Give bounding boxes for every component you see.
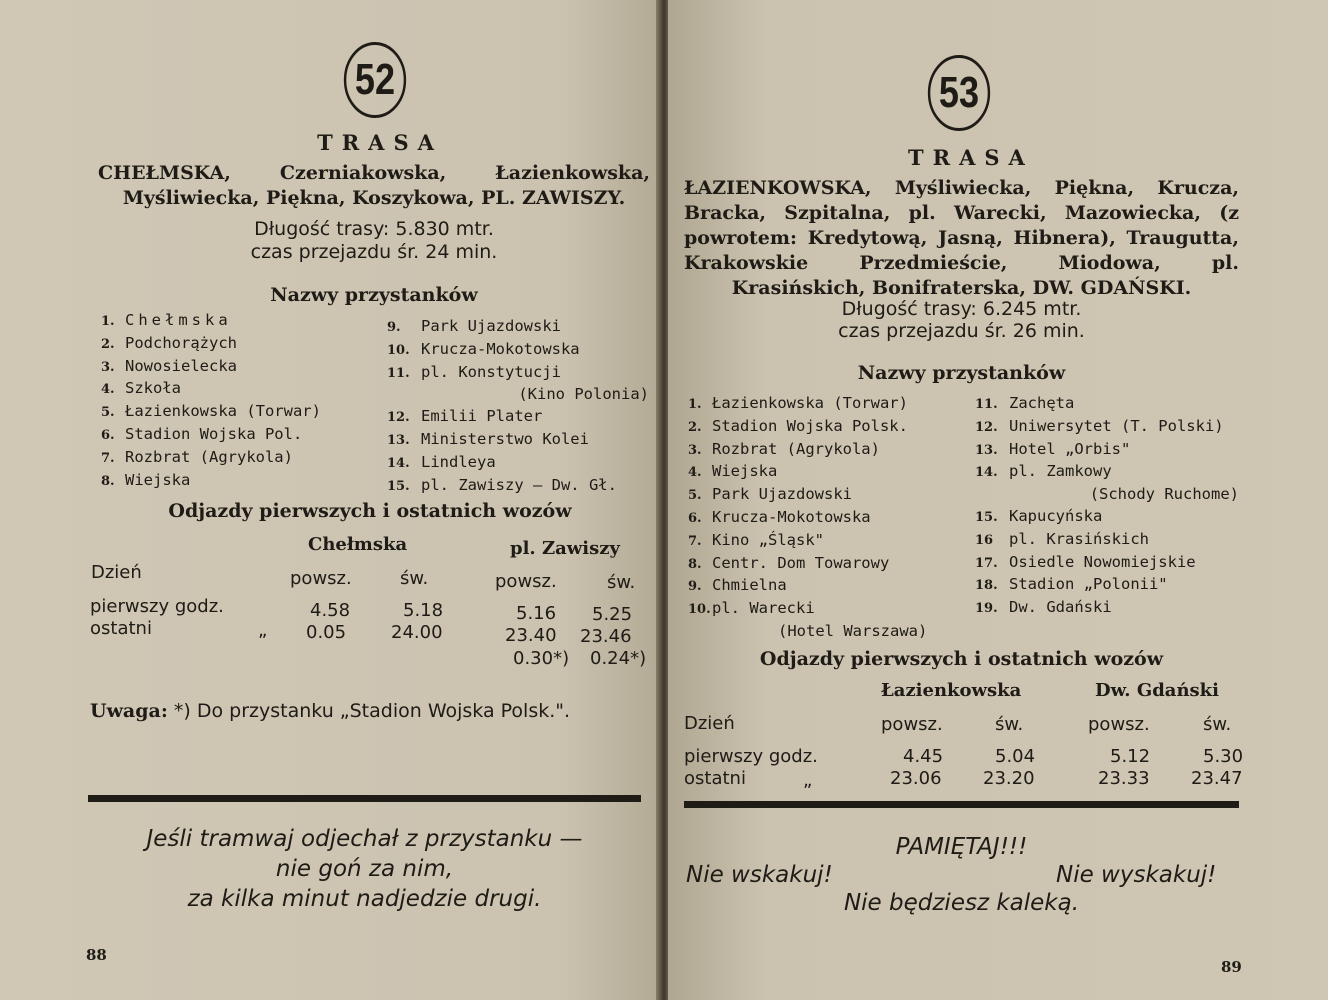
slogan-line: za kilka minut nadjedzie drugi. (187, 886, 542, 912)
list-item: 19. Dw. Gdański (975, 598, 1112, 617)
terminal-a: Łazienkowska (881, 680, 1022, 701)
divider-rule (88, 795, 641, 802)
slogan-left: Nie wskakuj! (686, 862, 833, 888)
first-time-b-holiday: 5.30 (1203, 746, 1244, 767)
list-item: 2. Stadion Wojska Polsk. (688, 416, 908, 435)
note (90, 700, 570, 722)
list-item: 9. Chmielna (688, 576, 787, 595)
list-item: 4. Wiejska (688, 462, 778, 481)
last-time-a-weekday: 23.06 (890, 768, 942, 789)
last-time-b-weekday: 23.40 (505, 625, 557, 646)
divider-rule (684, 801, 1239, 808)
list-item: 10. Krucza-Mokotowska (387, 339, 580, 358)
first-label: pierwszy godz. (684, 746, 818, 767)
trasa-heading: TRASA (908, 145, 1034, 170)
last-time-a-holiday: 23.20 (983, 768, 1035, 789)
day-label: Dzień (684, 713, 735, 734)
stops-title: Nazwy przystanków (270, 284, 478, 306)
list-item: 3. Nowosielecka (101, 356, 237, 375)
stops-title: Nazwy przystanków (857, 362, 1066, 384)
last-time-b-holiday: 23.46 (580, 626, 632, 647)
slogan-title: PAMIĘTAJ!!! (895, 834, 1028, 860)
list-item: 6. Krucza-Mokotowska (688, 507, 871, 526)
last-label: ostatni (684, 768, 746, 789)
note-text: *) Do przystanku „Stadion Wojska Polsk.". (173, 700, 571, 722)
list-item: 12. Uniwersytet (T. Polski) (975, 416, 1224, 435)
ditto-mark: „ (258, 620, 268, 641)
route-description: CHEŁMSKA, Czerniakowska, Łazienkowska, Myśliwiecka, Piękna, Koszykowa, PL. ZAWISZY. (98, 162, 650, 209)
list-item: 1. Chełmska (101, 311, 232, 329)
list-item: 5. Park Ujazdowski (688, 485, 852, 504)
holiday-b: św. (607, 572, 636, 593)
route-time: czas przejazdu śr. 24 min. (250, 241, 498, 263)
first-time-b-holiday: 5.25 (592, 604, 633, 625)
weekday-a: powsz. (881, 714, 943, 735)
list-item: 1. Łazienkowska (Torwar) (688, 394, 908, 412)
list-item: 16 pl. Krasińskich (975, 529, 1149, 548)
first-time-b-weekday: 5.16 (516, 603, 557, 624)
extra-time-b-weekday: 0.30*) (513, 648, 570, 669)
weekday-a: powsz. (290, 568, 352, 589)
last-time-b-holiday: 23.47 (1191, 768, 1243, 789)
first-time-a-weekday: 4.58 (310, 600, 351, 621)
holiday-a: św. (400, 568, 429, 589)
list-item: 7. Rozbrat (Agrykola) (101, 447, 293, 466)
last-time-b-weekday: 23.33 (1098, 768, 1150, 789)
terminal-a: Chełmska (308, 534, 408, 555)
list-item: 3. Rozbrat (Agrykola) (688, 439, 880, 458)
first-time-a-weekday: 4.45 (903, 746, 944, 767)
list-item: 11. Zachęta (975, 394, 1075, 412)
holiday-b: św. (1203, 714, 1232, 735)
slogan-right: Nie wyskakuj! (1056, 862, 1217, 888)
weekday-b: powsz. (495, 571, 557, 592)
holiday-a: św. (995, 714, 1024, 735)
slogan-line: nie goń za nim, (275, 856, 454, 882)
list-item: (Hotel Warszawa) (778, 621, 928, 640)
last-time-a-holiday: 24.00 (391, 622, 443, 643)
trasa-heading: TRASA (317, 130, 443, 155)
list-item: 4. Szkoła (101, 379, 181, 398)
list-item: (Schody Ruchome) (1089, 485, 1239, 504)
terminal-b: Dw. Gdański (1095, 680, 1219, 701)
list-item: 11. pl. Konstytucji (387, 362, 561, 381)
list-item: 8. Wiejska (101, 470, 191, 489)
first-time-a-holiday: 5.18 (403, 600, 444, 621)
list-item: 7. Kino „Śląsk" (688, 530, 824, 549)
route-time: czas przejazdu śr. 26 min. (838, 320, 1085, 342)
departures-title: Odjazdy pierwszych i ostatnich wozów (168, 500, 572, 522)
route-length: Długość trasy: 5.830 mtr. (254, 218, 494, 240)
list-item: 15. Kapucyńska (975, 506, 1103, 525)
list-item: 17. Osiedle Nowomiejskie (975, 552, 1196, 571)
note-label: Uwaga: (90, 700, 168, 722)
list-item: (Kino Polonia) (518, 385, 649, 404)
list-item: 14. Lindleya (387, 452, 496, 471)
list-item: 5. Łazienkowska (Torwar) (101, 402, 321, 421)
list-item: 13. Ministerstwo Kolei (387, 429, 589, 448)
terminal-b: pl. Zawiszy (510, 538, 620, 559)
day-label: Dzień (91, 562, 142, 583)
list-item: 2. Podchorążych (101, 333, 237, 352)
route-description: ŁAZIENKOWSKA, Myśliwiecka, Piękna, Krucza, Bracka, Szpitalna, pl. Warecki, Mazowiecka, (z powrotem: Kredytową, Jasną, Hibnera), Traugutta, Krakowskie Przedmieście, Miodowa, pl. Krasińskich, Bonifraterska, DW. GDAŃSKI. (684, 177, 1239, 299)
list-item: 9. Park Ujazdowski (387, 317, 561, 335)
list-item: 18. Stadion „Polonii" (975, 575, 1168, 594)
weekday-b: powsz. (1088, 714, 1150, 735)
page-right (668, 0, 1328, 1000)
list-item: 10.pl. Warecki (688, 599, 815, 618)
list-item: 15. pl. Zawiszy — Dw. Gł. (387, 475, 617, 494)
first-label: pierwszy godz. (90, 596, 224, 617)
timetable (668, 0, 1328, 800)
page-number: 89 (1221, 958, 1242, 976)
list-item: 8. Centr. Dom Towarowy (688, 553, 890, 572)
route-number: 52 (344, 42, 406, 118)
route-number: 53 (928, 55, 990, 131)
departures-title: Odjazdy pierwszych i ostatnich wozów (759, 648, 1164, 670)
extra-time-b-holiday: 0.24*) (590, 648, 647, 669)
ditto-mark: „ (803, 770, 813, 791)
slogan-bottom: Nie będziesz kaleką. (843, 890, 1080, 916)
page-number: 88 (86, 946, 107, 964)
page-left (0, 0, 660, 1000)
route-length: Długość trasy: 6.245 mtr. (841, 298, 1082, 320)
timetable (0, 0, 660, 700)
first-time-b-weekday: 5.12 (1110, 746, 1151, 767)
list-item: 6. Stadion Wojska Pol. (101, 424, 303, 443)
list-item: 13. Hotel „Orbis" (975, 439, 1131, 458)
slogan-line: Jeśli tramwaj odjechał z przystanku — (146, 826, 583, 852)
last-label: ostatni (90, 618, 152, 639)
slogan (88, 824, 641, 914)
last-time-a-weekday: 0.05 (306, 622, 347, 643)
list-item: 14. pl. Zamkowy (975, 462, 1112, 481)
first-time-a-holiday: 5.04 (995, 746, 1036, 767)
list-item: 12. Emilii Plater (387, 407, 543, 426)
